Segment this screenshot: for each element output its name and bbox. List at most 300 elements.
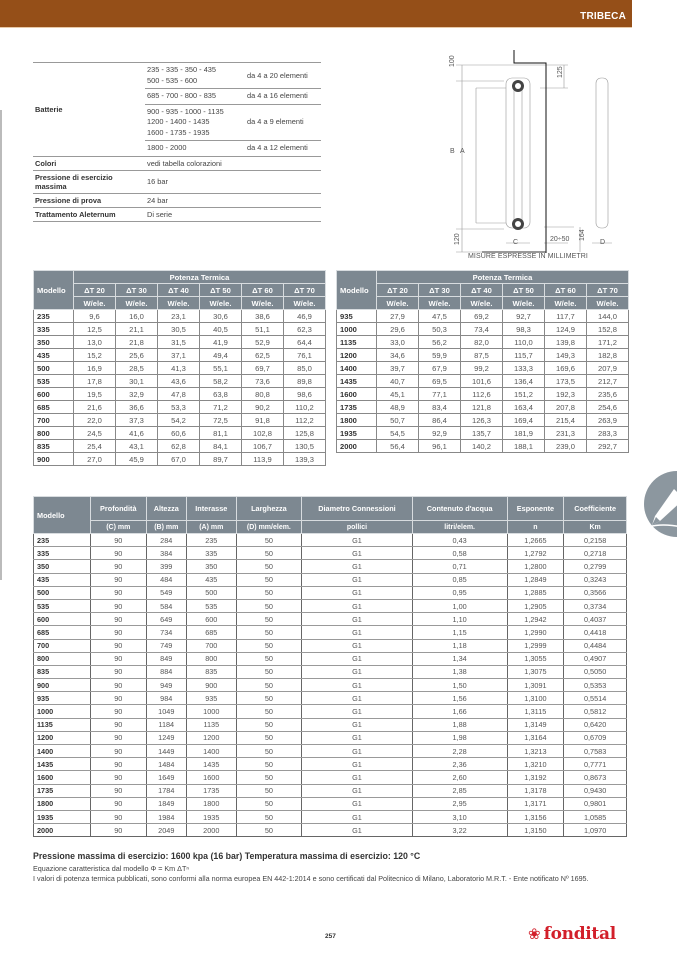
certification-note: I valori di potenza termica pubblicati, sono conformi alla norma europea EN 442-1:2014 e sono certificati dal Politecnico di Milano, Laboratorio M.R.T. - Ente notificato Nº 1695. — [33, 874, 589, 883]
value-cell: 2,60 — [412, 771, 507, 784]
value-cell: 89,8 — [284, 375, 326, 388]
value-cell: 535 — [186, 599, 236, 612]
value-cell: 192,3 — [545, 388, 587, 401]
value-cell: 0,3566 — [564, 586, 627, 599]
value-cell: 98,6 — [284, 388, 326, 401]
value-cell: 1,2849 — [507, 573, 564, 586]
batterie-models: 900 - 935 - 1000 - 1135 1200 - 1400 - 1435 1600 - 1735 - 1935 — [145, 104, 245, 141]
value-cell: 30,5 — [158, 323, 200, 336]
value-cell: 1,3213 — [507, 745, 564, 758]
model-cell: 1735 — [34, 784, 91, 797]
value-cell: 1,18 — [412, 639, 507, 652]
page-title: TRIBECA — [580, 11, 626, 22]
model-cell: 1135 — [337, 336, 377, 349]
table-row — [34, 824, 627, 837]
value-cell: 117,7 — [545, 310, 587, 323]
value-cell: 113,9 — [242, 453, 284, 466]
value-cell: 1,10 — [412, 613, 507, 626]
value-cell: 133,3 — [503, 362, 545, 375]
value-cell: 90 — [91, 771, 147, 784]
value-cell: 139,8 — [545, 336, 587, 349]
value-cell: 1435 — [186, 758, 236, 771]
value-cell: 584 — [146, 599, 186, 612]
value-cell: 50 — [236, 586, 302, 599]
table-row — [34, 586, 627, 599]
table-row — [337, 414, 629, 427]
model-header: Modello — [34, 497, 91, 534]
model-cell: 935 — [34, 692, 91, 705]
value-cell: 0,4037 — [564, 613, 627, 626]
table-row — [34, 797, 627, 810]
spec-label: Trattamento Aleternum — [33, 207, 145, 221]
spec-value: 24 bar — [145, 193, 321, 207]
table-row — [34, 613, 627, 626]
value-cell: 700 — [186, 639, 236, 652]
value-cell: 1,2999 — [507, 639, 564, 652]
value-cell: 82,0 — [461, 336, 503, 349]
value-cell: 90 — [91, 784, 147, 797]
value-cell: 125,8 — [284, 427, 326, 440]
svg-text:B: B — [450, 148, 455, 155]
value-cell: 1449 — [146, 745, 186, 758]
value-cell: 37,3 — [116, 414, 158, 427]
table-row — [34, 731, 627, 744]
value-cell: 163,4 — [503, 401, 545, 414]
value-cell: 1935 — [186, 810, 236, 823]
value-cell: G1 — [302, 613, 412, 626]
table-row — [34, 652, 627, 665]
model-cell: 700 — [34, 414, 74, 427]
value-cell: 2,95 — [412, 797, 507, 810]
value-cell: 90 — [91, 824, 147, 837]
batterie-label: Batterie — [33, 63, 145, 157]
table-row — [34, 665, 627, 678]
table-row — [34, 626, 627, 639]
value-cell: 90 — [91, 534, 147, 547]
value-cell: 1,3055 — [507, 652, 564, 665]
value-cell: G1 — [302, 718, 412, 731]
value-cell: 90 — [91, 705, 147, 718]
model-cell: 935 — [337, 310, 377, 323]
flower-icon: ❀ — [528, 925, 541, 943]
value-cell: 1,34 — [412, 652, 507, 665]
value-cell: 50 — [236, 784, 302, 797]
pressure-note: Pressione massima di esercizio: 1600 kpa (16 bar) Temperatura massima di esercizio: 120 °C — [33, 851, 421, 861]
value-cell: 1,2792 — [507, 547, 564, 560]
value-cell: 254,6 — [587, 401, 629, 414]
value-cell: 58,2 — [200, 375, 242, 388]
table-row — [34, 692, 627, 705]
value-cell: 1,2942 — [507, 613, 564, 626]
value-cell: 50 — [236, 771, 302, 784]
value-cell: 33,0 — [377, 336, 419, 349]
model-cell: 335 — [34, 547, 91, 560]
table-row — [337, 440, 629, 453]
brand-logo — [528, 924, 616, 944]
value-cell: 2,36 — [412, 758, 507, 771]
spec-value: 16 bar — [145, 170, 321, 193]
equation-note: Equazione caratteristica dal modello Φ = Km ΔTⁿ — [33, 864, 189, 873]
model-cell: 1135 — [34, 718, 91, 731]
table-row — [34, 414, 326, 427]
value-cell: G1 — [302, 626, 412, 639]
table-row — [34, 401, 326, 414]
value-cell: 900 — [186, 679, 236, 692]
value-cell: 0,95 — [412, 586, 507, 599]
value-cell: 43,1 — [116, 440, 158, 453]
value-cell: 149,3 — [545, 349, 587, 362]
value-cell: 3,22 — [412, 824, 507, 837]
value-cell: 0,4907 — [564, 652, 627, 665]
table-row — [34, 427, 326, 440]
value-cell: 86,4 — [419, 414, 461, 427]
value-cell: G1 — [302, 547, 412, 560]
value-cell: 0,2158 — [564, 534, 627, 547]
value-cell: 0,5514 — [564, 692, 627, 705]
value-cell: 1,88 — [412, 718, 507, 731]
value-cell: 649 — [146, 613, 186, 626]
value-cell: 435 — [186, 573, 236, 586]
value-cell: 0,4484 — [564, 639, 627, 652]
value-cell: 83,4 — [419, 401, 461, 414]
value-cell: 283,3 — [587, 427, 629, 440]
value-cell: 884 — [146, 665, 186, 678]
value-cell: 1984 — [146, 810, 186, 823]
spec-label: Pressione di prova — [33, 193, 145, 207]
value-cell: 1735 — [186, 784, 236, 797]
value-cell: 98,3 — [503, 323, 545, 336]
radiator-dimension-diagram — [440, 45, 620, 270]
value-cell: 101,6 — [461, 375, 503, 388]
value-cell: 90 — [91, 599, 147, 612]
value-cell: 56,2 — [419, 336, 461, 349]
table-row — [34, 639, 627, 652]
value-cell: 90 — [91, 626, 147, 639]
value-cell: 1,2990 — [507, 626, 564, 639]
value-cell: 549 — [146, 586, 186, 599]
value-cell: 685 — [186, 626, 236, 639]
value-cell: 62,5 — [242, 349, 284, 362]
value-cell: 152,8 — [587, 323, 629, 336]
value-cell: 90 — [91, 758, 147, 771]
value-cell: 231,3 — [545, 427, 587, 440]
value-cell: G1 — [302, 534, 412, 547]
value-cell: G1 — [302, 573, 412, 586]
model-cell: 1600 — [337, 388, 377, 401]
value-cell: 50 — [236, 639, 302, 652]
value-cell: 50 — [236, 573, 302, 586]
model-cell: 900 — [34, 679, 91, 692]
table-row — [34, 375, 326, 388]
value-cell: 53,3 — [158, 401, 200, 414]
model-cell: 1935 — [34, 810, 91, 823]
value-cell: 39,7 — [377, 362, 419, 375]
svg-text:C: C — [513, 239, 519, 246]
value-cell: 22,0 — [74, 414, 116, 427]
model-cell: 435 — [34, 349, 74, 362]
value-cell: 13,0 — [74, 336, 116, 349]
value-cell: 54,2 — [158, 414, 200, 427]
value-cell: 173,5 — [545, 375, 587, 388]
value-cell: 1,3150 — [507, 824, 564, 837]
value-cell: G1 — [302, 758, 412, 771]
value-cell: 0,9801 — [564, 797, 627, 810]
value-cell: 0,7583 — [564, 745, 627, 758]
value-cell: 1200 — [186, 731, 236, 744]
value-cell: 0,6709 — [564, 731, 627, 744]
value-cell: 62,3 — [284, 323, 326, 336]
value-cell: 235 — [186, 534, 236, 547]
value-cell: 263,9 — [587, 414, 629, 427]
table-row — [337, 427, 629, 440]
value-cell: 1800 — [186, 797, 236, 810]
value-cell: 90 — [91, 718, 147, 731]
value-cell: G1 — [302, 560, 412, 573]
model-cell: 1400 — [34, 745, 91, 758]
value-cell: 1,3100 — [507, 692, 564, 705]
page-number: 257 — [325, 933, 336, 940]
svg-text:164: 164 — [579, 229, 586, 241]
model-header: Modello — [34, 271, 74, 310]
value-cell: 21,1 — [116, 323, 158, 336]
table-row — [34, 679, 627, 692]
value-cell: 1,3210 — [507, 758, 564, 771]
value-cell: 62,8 — [158, 440, 200, 453]
value-cell: 52,9 — [242, 336, 284, 349]
value-cell: 64,4 — [284, 336, 326, 349]
value-cell: 77,1 — [419, 388, 461, 401]
value-cell: 1,15 — [412, 626, 507, 639]
value-cell: 181,9 — [503, 427, 545, 440]
dimensions-table-body — [34, 534, 627, 837]
spec-label: Colori — [33, 156, 145, 170]
value-cell: 0,8673 — [564, 771, 627, 784]
table-row — [34, 784, 627, 797]
value-cell: 1600 — [186, 771, 236, 784]
value-cell: 384 — [146, 547, 186, 560]
value-cell: 25,4 — [74, 440, 116, 453]
model-cell: 1000 — [337, 323, 377, 336]
value-cell: 87,5 — [461, 349, 503, 362]
value-cell: 90 — [91, 745, 147, 758]
value-cell: 292,7 — [587, 440, 629, 453]
power-table-right-body — [337, 310, 629, 453]
value-cell: 1,98 — [412, 731, 507, 744]
value-cell: G1 — [302, 745, 412, 758]
table-row — [34, 534, 627, 547]
table-row — [34, 440, 326, 453]
batterie-models: 685 - 700 - 800 - 835 — [145, 89, 245, 105]
power-table-left-body — [34, 310, 326, 466]
value-cell: 90 — [91, 665, 147, 678]
value-cell: 41,9 — [200, 336, 242, 349]
table-row — [337, 375, 629, 388]
value-cell: 0,3734 — [564, 599, 627, 612]
value-cell: 949 — [146, 679, 186, 692]
value-cell: 15,2 — [74, 349, 116, 362]
value-cell: 500 — [186, 586, 236, 599]
model-cell: 500 — [34, 362, 74, 375]
value-cell: 50 — [236, 692, 302, 705]
model-cell: 685 — [34, 401, 74, 414]
table-row — [34, 547, 627, 560]
value-cell: 1000 — [186, 705, 236, 718]
value-cell: 28,5 — [116, 362, 158, 375]
value-cell: 169,4 — [503, 414, 545, 427]
model-header: Modello — [337, 271, 377, 310]
value-cell: 67,0 — [158, 453, 200, 466]
value-cell: 30,6 — [200, 310, 242, 323]
value-cell: 90 — [91, 639, 147, 652]
value-cell: 0,6420 — [564, 718, 627, 731]
value-cell: 21,6 — [74, 401, 116, 414]
value-cell: 50 — [236, 665, 302, 678]
model-cell: 600 — [34, 388, 74, 401]
value-cell: 1,0970 — [564, 824, 627, 837]
value-cell: 1249 — [146, 731, 186, 744]
model-cell: 835 — [34, 665, 91, 678]
value-cell: 72,5 — [200, 414, 242, 427]
value-cell: 50 — [236, 652, 302, 665]
value-cell: 50 — [236, 797, 302, 810]
value-cell: 284 — [146, 534, 186, 547]
svg-text:20÷50: 20÷50 — [550, 236, 570, 243]
value-cell: 63,8 — [200, 388, 242, 401]
table-row — [34, 388, 326, 401]
value-cell: 40,7 — [377, 375, 419, 388]
value-cell: 188,1 — [503, 440, 545, 453]
value-cell: 50 — [236, 547, 302, 560]
model-cell: 1800 — [337, 414, 377, 427]
model-cell: 1735 — [337, 401, 377, 414]
value-cell: 71,2 — [200, 401, 242, 414]
value-cell: 0,5812 — [564, 705, 627, 718]
model-cell: 435 — [34, 573, 91, 586]
value-cell: 0,43 — [412, 534, 507, 547]
pencil-icon — [642, 469, 677, 539]
value-cell: 21,8 — [116, 336, 158, 349]
table-row — [34, 758, 627, 771]
value-cell: 1,3149 — [507, 718, 564, 731]
value-cell: 0,5353 — [564, 679, 627, 692]
value-cell: 90 — [91, 547, 147, 560]
value-cell: G1 — [302, 586, 412, 599]
model-cell: 800 — [34, 652, 91, 665]
value-cell: 1,3164 — [507, 731, 564, 744]
value-cell: 112,2 — [284, 414, 326, 427]
table-row — [337, 349, 629, 362]
value-cell: 56,4 — [377, 440, 419, 453]
batterie-range: da 4 a 12 elementi — [245, 141, 321, 157]
model-cell: 835 — [34, 440, 74, 453]
value-cell: G1 — [302, 797, 412, 810]
value-cell: 171,2 — [587, 336, 629, 349]
value-cell: 0,7771 — [564, 758, 627, 771]
specs-table — [33, 62, 321, 222]
value-cell: 130,5 — [284, 440, 326, 453]
value-cell: 1184 — [146, 718, 186, 731]
value-cell: G1 — [302, 731, 412, 744]
table-row — [34, 453, 326, 466]
value-cell: 45,9 — [116, 453, 158, 466]
value-cell: G1 — [302, 810, 412, 823]
model-cell: 235 — [34, 310, 74, 323]
value-cell: G1 — [302, 771, 412, 784]
model-cell: 1935 — [337, 427, 377, 440]
table-row — [34, 362, 326, 375]
value-cell: 1,3178 — [507, 784, 564, 797]
value-cell: 38,6 — [242, 310, 284, 323]
value-cell: 89,7 — [200, 453, 242, 466]
value-cell: G1 — [302, 665, 412, 678]
value-cell: 1649 — [146, 771, 186, 784]
value-cell: 1,3156 — [507, 810, 564, 823]
value-cell: 1135 — [186, 718, 236, 731]
model-cell: 600 — [34, 613, 91, 626]
value-cell: 135,7 — [461, 427, 503, 440]
value-cell: 50 — [236, 758, 302, 771]
value-cell: 139,3 — [284, 453, 326, 466]
value-cell: 19,5 — [74, 388, 116, 401]
value-cell: 16,0 — [116, 310, 158, 323]
value-cell: 1484 — [146, 758, 186, 771]
value-cell: 110,2 — [284, 401, 326, 414]
value-cell: 90 — [91, 797, 147, 810]
value-cell: 90 — [91, 679, 147, 692]
value-cell: 50 — [236, 534, 302, 547]
value-cell: 1,38 — [412, 665, 507, 678]
value-cell: 69,7 — [242, 362, 284, 375]
value-cell: 110,0 — [503, 336, 545, 349]
table-row — [34, 323, 326, 336]
value-cell: 67,9 — [419, 362, 461, 375]
model-cell: 1435 — [337, 375, 377, 388]
value-cell: 121,8 — [461, 401, 503, 414]
value-cell: 50 — [236, 705, 302, 718]
value-cell: 37,1 — [158, 349, 200, 362]
value-cell: 90 — [91, 586, 147, 599]
power-table-left: Modello Potenza Termica ΔT 20 ΔT 30 ΔT 40 ΔT 50 ΔT 60 ΔT 70 W/ele. W/ele. W/ele. W/ele. W/ele. W/ele. 235 9,6 16,0 23,1 30,6 38,6 46,9 335 12,5 21,1 30,5 40,5 51,1 62,3 350 13,0 21,8 31,5 41,9 52,9 64,4 435 15,2 25,6 37,1 49,4 62,5 76,1 500 16,9 28,5 41,3 55,1 69,7 85,0 535 17,8 30,1 43,6 58,2 73,6 89,8 600 19,5 32,9 47,8 63,8 80,8 98,6 685 21,6 36,6 53,3 71,2 90,2 110,2 700 22,0 37,3 54,2 72,5 91,8 112,2 800 24,5 41,6 60,6 81,1 102,8 125,8 835 25,4 43,1 62,8 84,1 106,7 130,5 900 27,0 45,9 67,0 89,7 113,9 139,3 — [33, 270, 326, 466]
value-cell: 207,8 — [545, 401, 587, 414]
table-row — [337, 310, 629, 323]
value-cell: 207,9 — [587, 362, 629, 375]
value-cell: 1,2800 — [507, 560, 564, 573]
value-cell: 800 — [186, 652, 236, 665]
value-cell: 99,2 — [461, 362, 503, 375]
value-cell: 50 — [236, 824, 302, 837]
svg-text:120: 120 — [454, 233, 461, 245]
value-cell: G1 — [302, 784, 412, 797]
value-cell: 1784 — [146, 784, 186, 797]
value-cell: 27,0 — [74, 453, 116, 466]
value-cell: 106,7 — [242, 440, 284, 453]
value-cell: G1 — [302, 824, 412, 837]
value-cell: 9,6 — [74, 310, 116, 323]
value-cell: 55,1 — [200, 362, 242, 375]
spec-label: Pressione di esercizio massima — [33, 170, 145, 193]
value-cell: 92,9 — [419, 427, 461, 440]
value-cell: 96,1 — [419, 440, 461, 453]
group-header: Potenza Termica — [74, 271, 326, 284]
model-cell: 350 — [34, 336, 74, 349]
value-cell: G1 — [302, 652, 412, 665]
value-cell: 50,7 — [377, 414, 419, 427]
dimensions-table: Modello Profondità Altezza Interasse Larghezza Diametro Connessioni Contenuto d'acqua Esponente Coefficiente (C) mm (B) mm (A) mm (D) mm/elem. pollici litri/elem. n Km 235 90 284 235 50 G1 0,43 1,2665 0,2158 335 90 384 335 50 G1 0,58 1,2792 0,2718 350 90 399 350 50 G1 0,71 1,2800 0,2799 435 90 484 435 50 G1 0,85 1,2849 0,3243 500 90 549 500 50 G1 0,95 1,2885 0,3566 535 90 584 535 50 G1 1,00 1,2905 0,3734 600 90 649 600 50 G1 1,10 1,2942 0,4037 685 90 734 685 50 G1 1,15 1,2990 0,4418 700 90 749 700 50 G1 1,18 1,2999 0,4484 800 90 849 800 50 G1 1,34 1,3055 0,4907 835 90 884 835 50 G1 1,38 1,3075 0,5050 900 90 949 900 50 G1 1,50 1,3091 0,5353 935 90 984 935 50 G1 1,56 1,3100 0,5514 1000 90 1049 1000 50 G1 1,66 1,3115 0,5812 1135 90 1184 1135 50 G1 1,88 1,3149 0,6420 1200 90 1249 1200 50 G1 1,98 1,3164 0,6709 1400 90 1449 1400 50 G1 2,28 1,3213 0,7583 1435 90 1484 1435 50 G1 2,36 1,3210 0,7771 1600 90 1649 1600 50 G1 2,60 1,3192 0,8673 1735 90 1784 1735 50 G1 2,85 1,3178 0,9430 1800 90 1849 1800 50 G1 2,95 1,3171 0,9801 1935 90 1984 1935 50 G1 3,10 1,3156 1,0585 2000 90 2049 2000 50 G1 3,22 1,3150 1,0970 — [33, 496, 627, 837]
value-cell: 1,66 — [412, 705, 507, 718]
value-cell: 90 — [91, 573, 147, 586]
table-row — [337, 362, 629, 375]
value-cell: 0,71 — [412, 560, 507, 573]
